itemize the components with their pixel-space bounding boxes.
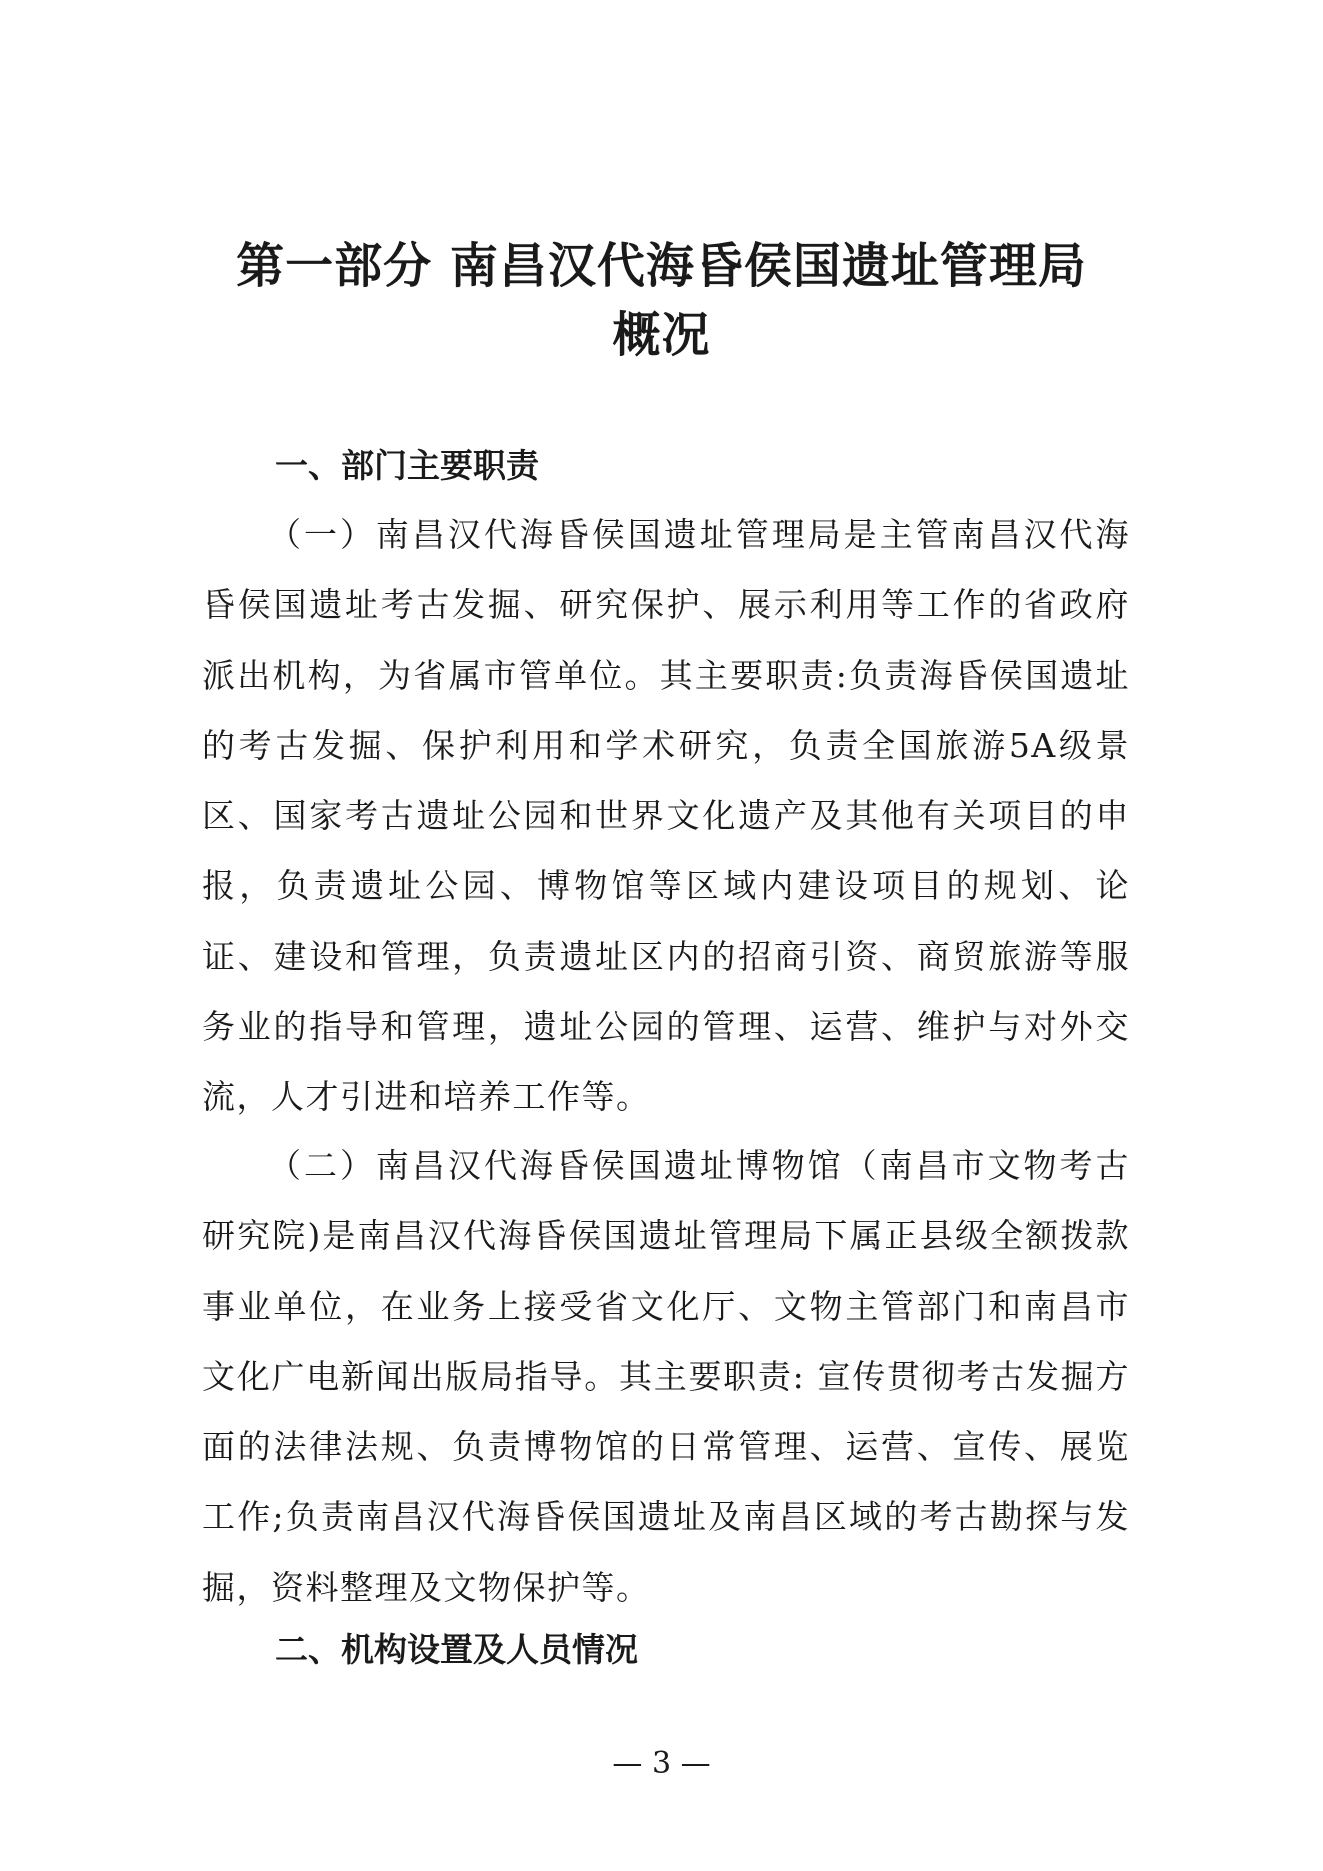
section-heading-duties: 一、部门主要职责 (275, 446, 539, 485)
page-number: — 3 — (612, 1746, 711, 1781)
section-heading-organization: 二、机构设置及人员情况 (275, 1630, 638, 1669)
document-title-line-1: 第一部分 南昌汉代海昏侯国遗址管理局 (236, 238, 1087, 294)
document-title-line-2: 概况 (612, 307, 711, 363)
paragraph-museum: （二）南昌汉代海昏侯国遗址博物馆（南昌市文物考古研究院)是南昌汉代海昏侯国遗址管理局下属正县级全额拨款事业单位，在业务上接受省文化厅、文物主管部门和南昌市文化广电新闻出版局指导。其主要职责: 宣传贯彻考古发掘方面的法律法规、负责博物馆的日常管理、运营、宣传、展览工作;负责南昌汉代海昏侯国遗址及南昌区域的考古勘探与发掘，资料整理及文物保护等。 (202, 1146, 1130, 1607)
paragraph-management-bureau: （一）南昌汉代海昏侯国遗址管理局是主管南昌汉代海昏侯国遗址考古发掘、研究保护、展示利用等工作的省政府派出机构，为省属市管单位。其主要职责:负责海昏侯国遗址的考古发掘、保护利用和学术研究，负责全国旅游5A级景区、国家考古遗址公园和世界文化遗产及其他有关项目的申报，负责遗址公园、博物馆等区域内建设项目的规划、论证、建设和管理，负责遗址区内的招商引资、商贸旅游等服务业的指导和管理，遗址公园的管理、运营、维护与对外交流，人才引进和培养工作等。 (202, 515, 1130, 1117)
